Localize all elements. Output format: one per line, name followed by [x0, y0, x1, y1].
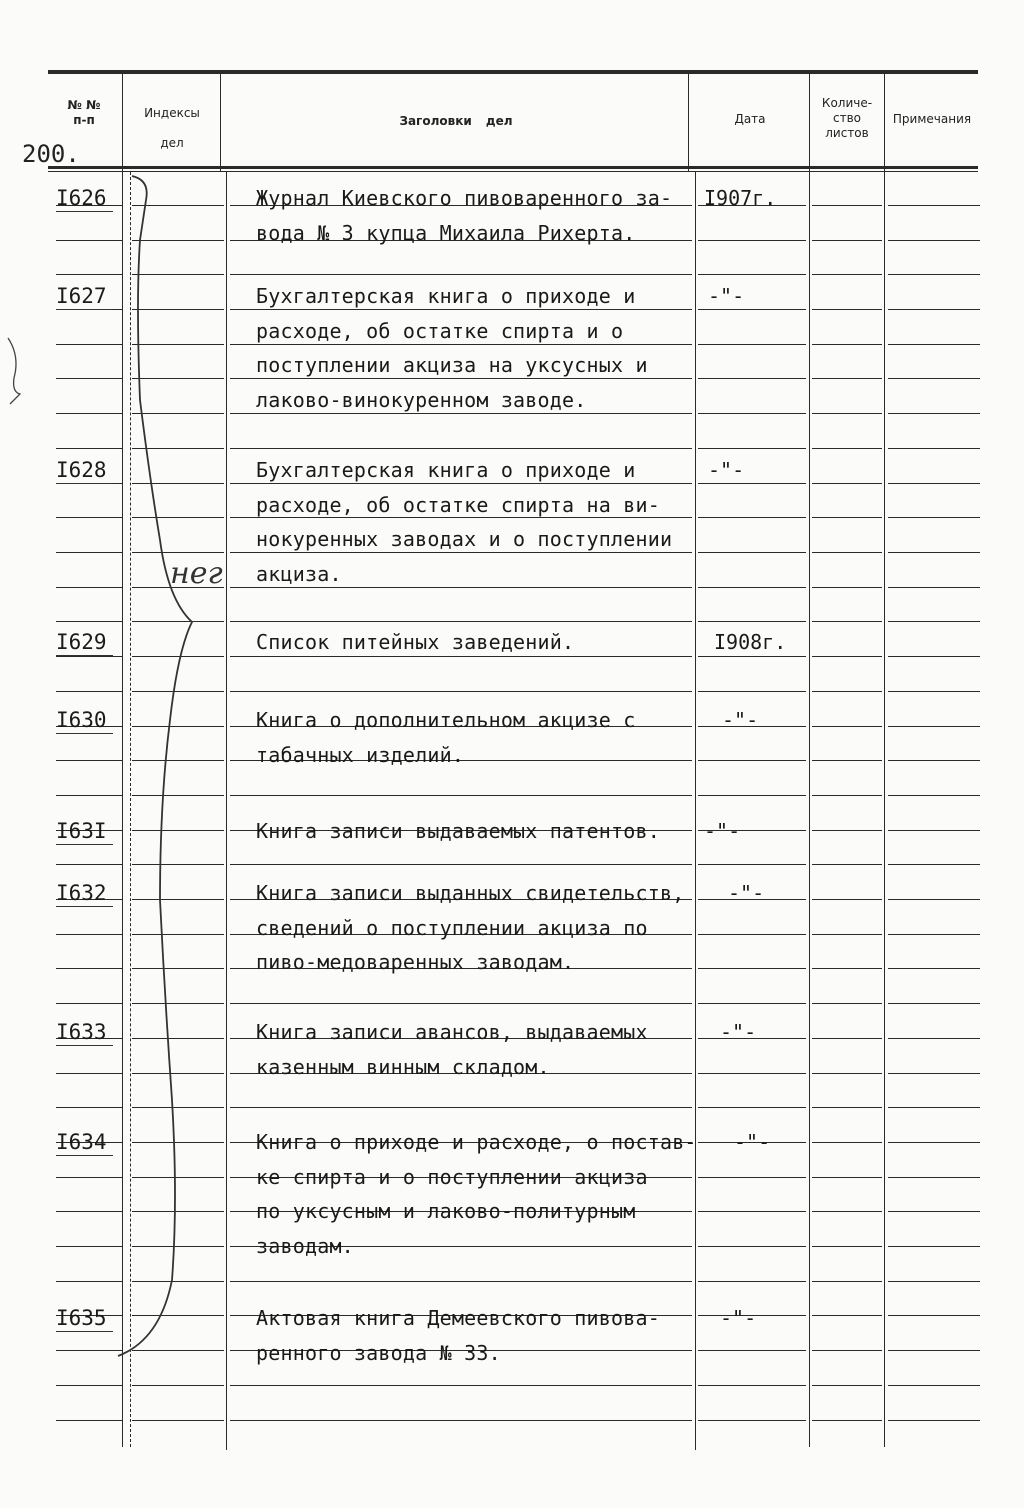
entry-title-line: пиво-медоваренных заводам.	[256, 950, 575, 974]
entry-title-line: расходе, об остатке спирта на ви-	[256, 492, 660, 517]
entry-date: -"-	[720, 1020, 757, 1044]
header-index: Индексы дел	[144, 106, 200, 150]
entry-date: -"-	[728, 881, 765, 905]
entry-title-line: заводам.	[256, 1233, 354, 1258]
entry-date: -"-	[734, 1130, 771, 1154]
entry-title-line: нокуренных заводах и о поступлении	[256, 527, 673, 551]
entry-title-line: по уксусным и лаково-политурным	[256, 1199, 636, 1223]
entry-title-line: лаково-винокуренном заводе.	[256, 387, 587, 412]
entry-title-line: акциза.	[256, 561, 342, 586]
entry-number: I627	[56, 283, 113, 310]
entry-number: I629	[56, 629, 113, 656]
header-notes: Примечания	[892, 112, 972, 126]
header-date: Дата	[734, 112, 766, 126]
entry-date: -"-	[704, 819, 741, 843]
entry-title-line: Книга о приходе и расходе, о постав-	[256, 1130, 697, 1154]
entry-title-line: Журнал Киевского пивоваренного за-	[256, 186, 673, 210]
entry-number: I634	[56, 1129, 113, 1156]
entry-title-line: Бухгалтерская книга о приходе и	[256, 458, 636, 482]
entry-date: -"-	[720, 1306, 757, 1330]
header-number: № № п-п	[67, 98, 101, 127]
entry-number: I630	[56, 707, 113, 734]
entry-title-line: вода № 3 купца Михаила Рихерта.	[256, 220, 636, 245]
entry-title-line: поступлении акциза на уксусных и	[256, 353, 648, 377]
entry-title-line: Бухгалтерская книга о приходе и	[256, 284, 636, 308]
entry-title-line: ке спирта и о поступлении акциза	[256, 1164, 648, 1189]
entry-date: I908г.	[714, 630, 787, 654]
entry-number: I626	[56, 185, 113, 212]
entry-number: I635	[56, 1305, 113, 1332]
entry-number: I628	[56, 457, 113, 484]
entry-title-line: Книга записи авансов, выдаваемых	[256, 1020, 648, 1044]
entry-date: I907г.	[704, 186, 777, 210]
fond-number: 200.	[22, 140, 80, 168]
entry-title-line: табачных изделий.	[256, 742, 465, 767]
entry-number: I632	[56, 880, 113, 907]
entry-date: -"-	[722, 708, 759, 732]
entry-title-line: Книга о дополнительном акцизе с	[256, 708, 636, 732]
entry-date: -"-	[708, 458, 745, 482]
entry-title-line: казенным винным складом.	[256, 1054, 550, 1079]
entry-title-line: ренного завода № 33.	[256, 1340, 501, 1365]
entry-title-line: расходе, об остатке спирта и о	[256, 318, 624, 343]
entry-title-line: Актовая книга Демеевского пивова-	[256, 1306, 660, 1330]
entry-number: I633	[56, 1019, 113, 1046]
entry-number: I63I	[56, 818, 113, 845]
header-sheets: Количе- ство листов	[821, 96, 873, 140]
entry-date: -"-	[708, 284, 745, 308]
entry-title-line: сведений о поступлении акциза по	[256, 915, 648, 940]
entry-title-line: Книга записи выданных свидетельств,	[256, 881, 685, 905]
entry-title-line: Книга записи выдаваемых патентов.	[256, 819, 660, 843]
header-title: Заголовки дел	[399, 114, 513, 128]
margin-handwritten-note: нег	[170, 556, 223, 591]
entry-title-line: Список питейных заведений.	[256, 630, 575, 654]
